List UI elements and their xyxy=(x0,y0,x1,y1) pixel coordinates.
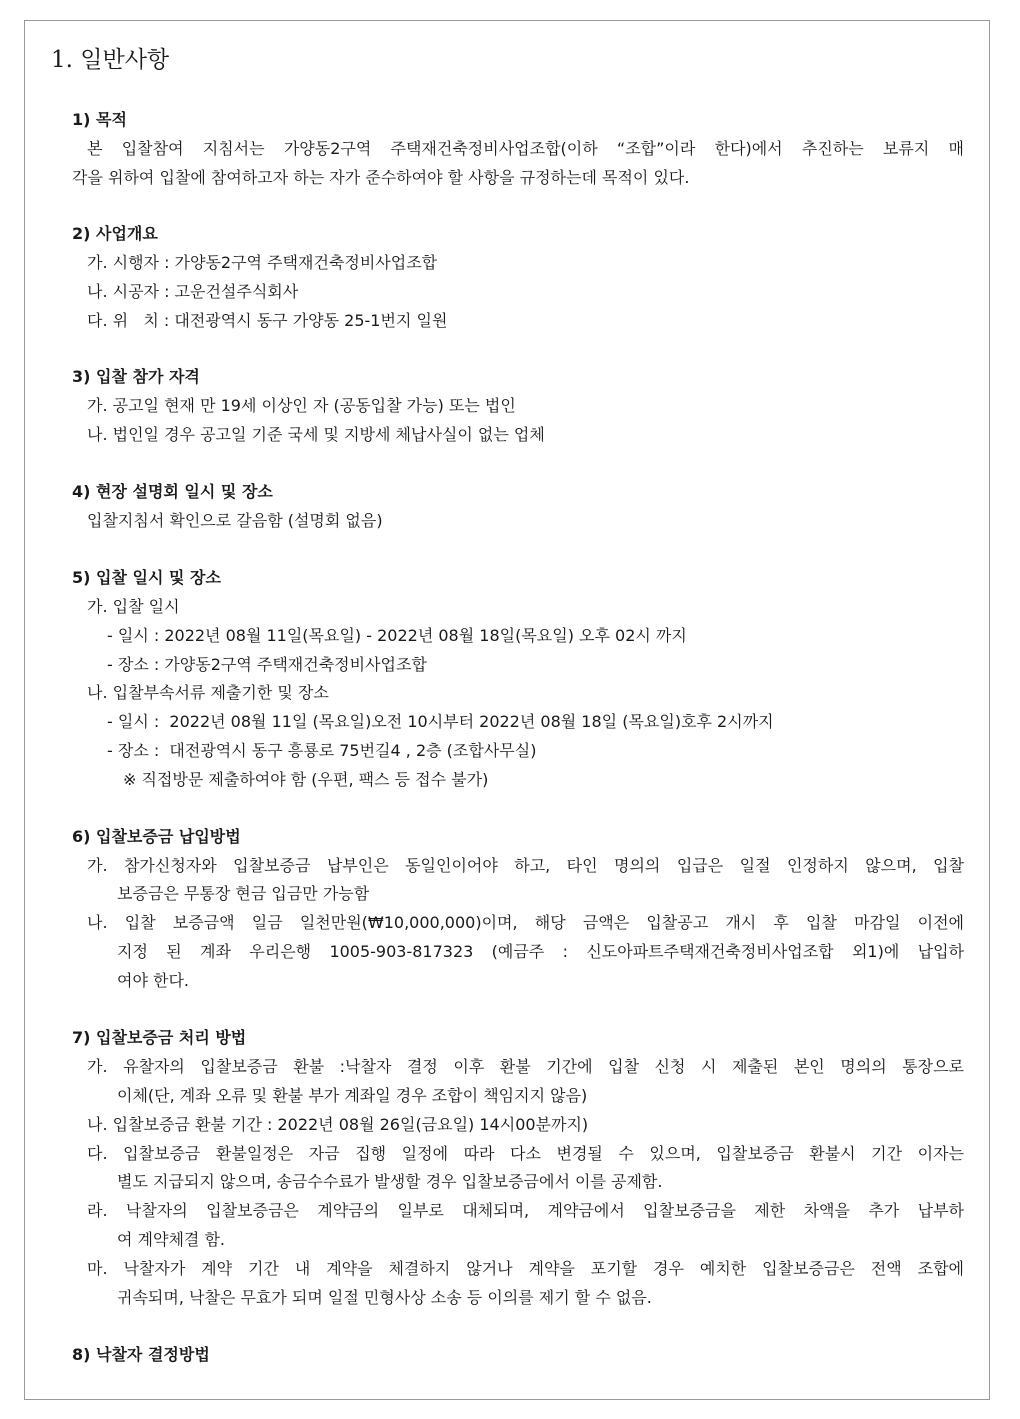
deposit-handling-a-line1: 가. 유찰자의 입찰보증금 환불 :낙찰자 결정 이후 환불 기간에 입찰 신청 시 제출된 본인 명의의 통장으로 xyxy=(87,1057,964,1076)
deposit-handling-e-line1: 마. 낙찰자가 계약 기간 내 계약을 체결하지 않거나 계약을 포기할 경우 예치한 입찰보증금은 전액 조합에 xyxy=(87,1259,964,1278)
deposit-handling-c-line2: 별도 지급되지 않으며, 송금수수료가 발생할 경우 입찰보증금에서 이를 공제함. xyxy=(117,1172,663,1191)
section-heading-schedule: 5) 입찰 일시 및 장소 xyxy=(72,568,221,587)
deposit-handling-a-line2: 이체(단, 계좌 오류 및 환불 부가 계좌일 경우 조합이 책임지지 않음) xyxy=(117,1086,588,1105)
purpose-text-line2: 각을 위하여 입찰에 참여하고자 하는 자가 준수하여야 할 사항을 규정하는데 목적이 있다. xyxy=(72,168,690,187)
schedule-item-a: 가. 입찰 일시 xyxy=(87,597,180,616)
deposit-payment-b-line2: 지정 된 계좌 우리은행 1005-903-817323 (예금주 : 신도아파트주택재건축정비사업조합 외1)에 납입하 xyxy=(117,942,964,961)
schedule-b-place: - 장소 : 대전광역시 동구 흥룡로 75번길4 , 2층 (조합사무실) xyxy=(107,741,537,760)
section-heading-deposit-handling: 7) 입찰보증금 처리 방법 xyxy=(72,1028,247,1047)
deposit-payment-a-line2: 보증금은 무통장 현금 입금만 가능함 xyxy=(117,884,370,903)
deposit-handling-e-line2: 귀속되며, 낙찰은 무효가 되며 일절 민형사상 소송 등 이의를 제기 할 수 없음. xyxy=(117,1288,652,1307)
purpose-text-line1: 본 입찰참여 지침서는 가양동2구역 주택재건축정비사업조합(이하 “조합”이라 한다)에서 추진하는 보류지 매 xyxy=(87,139,964,158)
schedule-a-place: - 장소 : 가양동2구역 주택재건축정비사업조합 xyxy=(107,655,427,674)
document-page xyxy=(24,20,990,1400)
page-title: 1. 일반사항 xyxy=(51,47,170,73)
deposit-payment-b-line1: 나. 입찰 보증금액 일금 일천만원(₩10,000,000)이며, 해당 금액은 입찰공고 개시 후 입찰 마감일 이전에 xyxy=(87,913,964,932)
overview-operator: 가. 시행자 : 가양동2구역 주택재건축정비사업조합 xyxy=(87,253,438,272)
section-heading-deposit-payment: 6) 입찰보증금 납입방법 xyxy=(72,827,241,846)
overview-location: 다. 위 치 : 대전광역시 동구 가양동 25-1번지 일원 xyxy=(87,311,448,330)
deposit-handling-b: 나. 입찰보증금 환불 기간 : 2022년 08월 26일(금요일) 14시00분까지) xyxy=(87,1115,589,1134)
overview-contractor: 나. 시공자 : 고운건설주식회사 xyxy=(87,282,299,301)
schedule-a-datetime: - 일시 : 2022년 08월 11일(목요일) - 2022년 08월 18일(목요일) 오후 02시 까지 xyxy=(107,626,687,645)
schedule-note: ※ 직접방문 제출하여야 함 (우편, 팩스 등 접수 불가) xyxy=(123,770,489,789)
deposit-handling-c-line1: 다. 입찰보증금 환불일정은 자금 집행 일정에 따라 다소 변경될 수 있으며, 입찰보증금 환불시 기간 이자는 xyxy=(87,1144,964,1163)
eligibility-item-a: 가. 공고일 현재 만 19세 이상인 자 (공동입찰 가능) 또는 법인 xyxy=(87,396,516,415)
section-heading-briefing: 4) 현장 설명회 일시 및 장소 xyxy=(72,482,273,501)
deposit-handling-d-line2: 여 계약체결 함. xyxy=(117,1230,225,1249)
section-heading-purpose: 1) 목적 xyxy=(72,110,127,129)
section-heading-winner-selection: 8) 낙찰자 결정방법 xyxy=(72,1345,210,1364)
eligibility-item-b: 나. 법인일 경우 공고일 기준 국세 및 지방세 체납사실이 없는 업체 xyxy=(87,425,545,444)
schedule-b-datetime: - 일시 : 2022년 08월 11일 (목요일)오전 10시부터 2022년 08월 18일 (목요일)호후 2시까지 xyxy=(107,712,774,731)
briefing-text: 입찰지침서 확인으로 갈음함 (설명회 없음) xyxy=(87,511,383,530)
section-heading-eligibility: 3) 입찰 참가 자격 xyxy=(72,367,200,386)
section-heading-overview: 2) 사업개요 xyxy=(72,224,158,243)
deposit-handling-d-line1: 라. 낙찰자의 입찰보증금은 계약금의 일부로 대체되며, 계약금에서 입찰보증금을 제한 차액을 추가 납부하 xyxy=(87,1201,964,1220)
deposit-payment-b-line3: 여야 한다. xyxy=(117,971,189,990)
deposit-payment-a-line1: 가. 참가신청자와 입찰보증금 납부인은 동일인이어야 하고, 타인 명의의 입급은 일절 인정하지 않으며, 입찰 xyxy=(87,856,964,875)
schedule-item-b: 나. 입찰부속서류 제출기한 및 장소 xyxy=(87,683,329,702)
